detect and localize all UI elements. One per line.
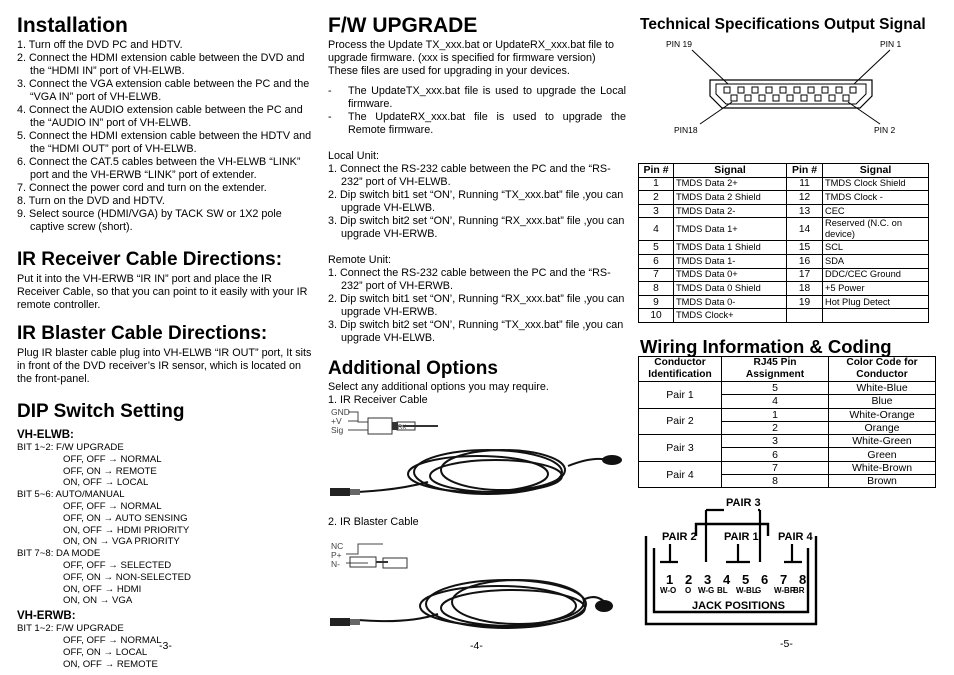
jack-color-code: G (755, 586, 762, 595)
spec-pin-cell: 14 (787, 218, 823, 241)
spec-row (639, 241, 929, 255)
bl-p-label: P+ (331, 550, 342, 560)
spec-pin-cell: 11 (787, 177, 823, 191)
pin2-label: PIN 2 (874, 125, 896, 135)
jack-pin-number: 3 (704, 572, 712, 587)
ir-blaster-title: IR Blaster Cable Directions: (17, 323, 268, 344)
jack-pin-number: 4 (723, 572, 731, 587)
spec-signal-cell: TMDS Data 0+ (674, 268, 787, 282)
spec-pin-cell: 4 (639, 218, 674, 241)
jack-pin-number: 7 (780, 572, 788, 587)
wire-pair-cell: Pair 2 (639, 408, 722, 435)
rx-gnd-label: GND (331, 407, 350, 417)
spec-row (639, 254, 929, 268)
pair3-label: PAIR 3 (726, 497, 761, 509)
wire-pin-cell: 4 (722, 395, 829, 408)
hdmi-connector-diagram (640, 36, 940, 140)
jack-color-code: O (685, 586, 692, 595)
installation-step: 9. Select source (HDMI/VGA) by TACK SW or 1X2 pole captive screw (short). (17, 208, 282, 233)
dip-setting-line: BIT 1~2: F/W UPGRADE (17, 623, 124, 635)
ir-receiver-cable-image (328, 404, 628, 509)
fw-upgrade-title: F/W UPGRADE (328, 14, 478, 37)
vh-elwb-settings (17, 442, 315, 607)
spec-row (639, 204, 929, 218)
spec-pin-cell: 12 (787, 191, 823, 205)
spec-title: Technical Specifications Output Signal (640, 16, 926, 33)
installation-step: 7. Connect the power cord and turn on the extender. (17, 182, 267, 194)
page-3-column (17, 0, 315, 670)
wire-color-cell: White-Blue (829, 382, 936, 395)
hdmi-pin-top (766, 87, 772, 93)
spec-row (639, 191, 929, 205)
spec-signal-cell: TMDS Data 1+ (674, 218, 787, 241)
spec-signal-cell (823, 309, 929, 323)
remote-unit-step: 1. Connect the RS-232 cable between the PC and the “RS-232” port of VH-ERWB. (328, 267, 611, 292)
wire-row (639, 382, 936, 395)
local-unit-title: Local Unit: (328, 150, 380, 162)
jack-color-code: BR (793, 586, 805, 595)
dip-setting-line: ON, OFF → LOCAL (63, 477, 149, 489)
local-unit-step: 2. Dip switch bit1 set “ON’, Running “TX_xxx.bat” file ,you can upgrade VH-ELWB. (328, 189, 624, 214)
page-number-5: -5- (780, 638, 793, 650)
spec-signal-cell: TMDS Data 2- (674, 204, 787, 218)
hdmi-pin-top (808, 87, 814, 93)
spec-signal-cell: Reserved (N.C. on device) (823, 218, 929, 241)
additional-options-text: Select any additional options you may require. (328, 381, 549, 393)
spec-signal-cell: TMDS Data 0 Shield (674, 282, 787, 296)
spec-pin-cell: 1 (639, 177, 674, 191)
bl-n-label: N- (331, 559, 340, 569)
spec-signal-cell: +5 Power (823, 282, 929, 296)
hdmi-pin-top (794, 87, 800, 93)
pin1-label: PIN 1 (880, 39, 902, 49)
spec-pin-cell: 8 (639, 282, 674, 296)
installation-step: 4. Connect the AUDIO extension cable between the PC and the “AUDIO IN” port of VH-ELWB. (17, 104, 303, 129)
spec-signal-cell: TMDS Data 1- (674, 254, 787, 268)
wire-row (639, 435, 936, 448)
dip-setting-line: ON, ON → VGA PRIORITY (63, 536, 180, 548)
wire-pin-cell: 3 (722, 435, 829, 448)
spec-header-pin: Pin # (639, 164, 674, 178)
wire-pair-cell: Pair 1 (639, 382, 722, 409)
spec-signal-cell: TMDS Clock Shield (823, 177, 929, 191)
jack-color-code: W-G (698, 586, 715, 595)
spec-pin-cell: 17 (787, 268, 823, 282)
wire-pin-cell: 5 (722, 382, 829, 395)
spec-pin-cell: 19 (787, 295, 823, 309)
spec-signal-cell: SCL (823, 241, 929, 255)
spec-row (639, 268, 929, 282)
jack-pin-number: 2 (685, 572, 693, 587)
ir-blaster-cable-image (328, 540, 628, 640)
spec-row (639, 218, 929, 241)
spec-table (638, 163, 929, 323)
local-unit-step: 3. Dip switch bit2 set “ON’, Running “RX_xxx.bat” file ,you can upgrade VH-ERWB. (328, 215, 625, 240)
wire-color-cell: White-Orange (829, 408, 936, 421)
fw-bullet-text: The UpdateRX_xxx.bat file is used to upgrade the Remote firmware. (348, 111, 626, 136)
wire-pin-cell: 6 (722, 448, 829, 461)
dip-setting-line: BIT 7~8: DA MODE (17, 548, 101, 560)
pair4-label: PAIR 4 (778, 531, 813, 543)
wire-header-conductor: Conductor Identification (639, 357, 722, 382)
page-number-4: -4- (470, 640, 483, 652)
hdmi-pin-top (752, 87, 758, 93)
wire-row (639, 461, 936, 474)
jack-color-code: BL (717, 586, 728, 595)
spec-signal-cell: TMDS Clock+ (674, 309, 787, 323)
spec-header-signal: Signal (674, 164, 787, 178)
installation-step: 6. Connect the CAT.5 cables between the VH-ELWB “LINK” port and the VH-ERWB “LINK” port of extender. (17, 156, 301, 181)
local-unit-steps (328, 163, 626, 241)
hdmi-pin-bottom (745, 95, 751, 101)
local-unit-step: 1. Connect the RS-232 cable between the PC and the “RS-232” port of VH-ELWB. (328, 163, 611, 188)
installation-step: 2. Connect the HDMI extension cable between the DVD and the “HDMI IN” port of VH-ELWB. (17, 52, 305, 77)
hdmi-pin-top (724, 87, 730, 93)
installation-step: 5. Connect the HDMI extension cable between the HDTV and the “HDMI OUT” port of VH-ELWB. (17, 130, 312, 155)
jack-pin-number: 1 (666, 572, 674, 587)
installation-step: 1. Turn off the DVD PC and HDTV. (17, 39, 183, 51)
fw-bullet (328, 85, 626, 111)
jack-pin-number: 6 (761, 572, 769, 587)
wire-row (639, 408, 936, 421)
spec-signal-cell: TMDS Data 2+ (674, 177, 787, 191)
jack-positions-caption: JACK POSITIONS (692, 600, 785, 612)
wire-color-cell: Blue (829, 395, 936, 408)
spec-signal-cell: CEC (823, 204, 929, 218)
wire-color-cell: White-Green (829, 435, 936, 448)
jack-color-code: W-BL (736, 586, 757, 595)
rx-v-label: +V (331, 416, 342, 426)
wire-pair-cell: Pair 4 (639, 461, 722, 488)
hdmi-pin-top (780, 87, 786, 93)
spec-row (639, 295, 929, 309)
jack-pin-number: 8 (799, 572, 807, 587)
pair2-label: PAIR 2 (662, 531, 697, 543)
spec-pin-cell: 3 (639, 204, 674, 218)
remote-unit-step: 2. Dip switch bit1 set “ON’, Running “RX_xxx.bat” file ,you can upgrade VH-ERWB. (328, 293, 625, 318)
spec-row (639, 309, 929, 323)
pin19-label: PIN 19 (666, 39, 692, 49)
svg-text:RK: RK (398, 425, 407, 431)
wire-header-rj45: RJ45 Pin Assignment (722, 357, 829, 382)
dip-setting-line: OFF, ON → LOCAL (63, 646, 148, 658)
fw-bullets (328, 85, 626, 137)
spec-signal-cell: TMDS Data 0- (674, 295, 787, 309)
spec-pin-cell: 2 (639, 191, 674, 205)
wire-pair-cell: Pair 3 (639, 435, 722, 462)
page-5-column (640, 0, 940, 34)
wire-pin-cell: 1 (722, 408, 829, 421)
dip-setting-line: OFF, ON → NON-SELECTED (63, 571, 191, 583)
spec-signal-cell: SDA (823, 254, 929, 268)
hdmi-pin-bottom (731, 95, 737, 101)
dip-switch-title: DIP Switch Setting (17, 401, 185, 422)
dip-setting-line: ON, ON → VGA (63, 595, 133, 607)
spec-pin-cell: 10 (639, 309, 674, 323)
dip-setting-line: OFF, ON → REMOTE (63, 465, 157, 477)
installation-title: Installation (17, 14, 128, 37)
bl-nc-label: NC (331, 541, 344, 551)
dip-setting-line: BIT 1~2: F/W UPGRADE (17, 442, 124, 453)
fw-bullet (328, 111, 626, 137)
jack-color-code: W-BR (774, 586, 796, 595)
hdmi-pin-top (822, 87, 828, 93)
ir-receiver-text: Put it into the VH-ERWB “IR IN” port and place the IR Receiver Cable, so that you can point to it easily with your IR remote controller. (17, 273, 308, 311)
page-4-column (328, 0, 626, 407)
installation-steps (17, 39, 315, 234)
installation-step: 8. Turn on the DVD and HDTV. (17, 195, 165, 207)
wiring-table (638, 356, 936, 488)
dip-setting-line: OFF, ON → AUTO SENSING (63, 512, 188, 524)
spec-signal-cell: TMDS Data 2 Shield (674, 191, 787, 205)
dip-setting-line: OFF, OFF → SELECTED (63, 559, 172, 571)
hdmi-pin-top (738, 87, 744, 93)
jack-color-code: W-O (660, 586, 677, 595)
spec-header-pin-2: Pin # (787, 164, 823, 178)
wire-pin-cell: 2 (722, 421, 829, 434)
jack-pin-number: 5 (742, 572, 750, 587)
fw-intro: Process the Update TX_xxx.bat or UpdateRX_xxx.bat file to upgrade firmware. (xxx is specified for firmware version) These files are used for upgrading in your devices. (328, 39, 615, 77)
fw-bullet-text: The UpdateTX_xxx.bat file is used to upgrade the Local firmware. (348, 85, 626, 110)
spec-pin-cell: 13 (787, 204, 823, 218)
wire-color-cell: Orange (829, 421, 936, 434)
wire-color-cell: Brown (829, 475, 936, 488)
hdmi-pin-bottom (829, 95, 835, 101)
wire-pin-cell: 8 (722, 475, 829, 488)
dip-setting-line: OFF, OFF → NORMAL (63, 500, 162, 512)
remote-unit-title: Remote Unit: (328, 254, 392, 266)
ir-blaster-text: Plug IR blaster cable plug into VH-ELWB “IR OUT” port, It sits in front of the DVD receiver’s IR sensor, which is located on the front-panel. (17, 347, 312, 385)
bullet-dash: - (328, 111, 332, 123)
rx-sig-label: Sig (331, 425, 344, 435)
remote-unit-steps (328, 267, 626, 345)
dip-setting-line: ON, OFF → HDMI (63, 583, 142, 595)
jack-positions-diagram (640, 494, 830, 642)
spec-pin-cell: 9 (639, 295, 674, 309)
remote-unit-step: 3. Dip switch bit2 set “ON’, Running “TX_xxx.bat” file ,you can upgrade VH-ELWB. (328, 319, 624, 344)
wiring-title: Wiring Information & Coding (640, 336, 892, 357)
dip-setting-line: ON, OFF → REMOTE (63, 658, 158, 670)
dip-setting-line: BIT 5~6: AUTO/MANUAL (17, 489, 125, 501)
hdmi-pin-bottom (815, 95, 821, 101)
spec-pin-cell: 16 (787, 254, 823, 268)
spec-signal-cell: DDC/CEC Ground (823, 268, 929, 282)
spec-row (639, 282, 929, 296)
spec-pin-cell: 18 (787, 282, 823, 296)
page-number-3: -3- (159, 640, 172, 652)
hdmi-pin-bottom (801, 95, 807, 101)
hdmi-pin-bottom (759, 95, 765, 101)
spec-pin-cell (787, 309, 823, 323)
spec-pin-cell: 7 (639, 268, 674, 282)
spec-signal-cell: Hot Plug Detect (823, 295, 929, 309)
spec-header-signal-2: Signal (823, 164, 929, 178)
wire-color-cell: White-Brown (829, 461, 936, 474)
spec-pin-cell: 15 (787, 241, 823, 255)
ir-receiver-title: IR Receiver Cable Directions: (17, 249, 283, 270)
additional-options-title: Additional Options (328, 358, 498, 379)
dip-setting-line: OFF, OFF → NORMAL (63, 634, 162, 646)
vh-erwb-title: VH-ERWB: (17, 610, 76, 623)
wire-pin-cell: 7 (722, 461, 829, 474)
hdmi-pin-bottom (843, 95, 849, 101)
spec-pin-cell: 6 (639, 254, 674, 268)
hdmi-pin-top (850, 87, 856, 93)
dip-setting-line: OFF, OFF → NORMAL (63, 453, 162, 465)
hdmi-pin-top (836, 87, 842, 93)
pair1-label: PAIR 1 (724, 531, 759, 543)
wire-header-color: Color Code for Conductor (829, 357, 936, 382)
spec-row (639, 177, 929, 191)
pin18-label: PIN18 (674, 125, 698, 135)
option-ir-receiver: 1. IR Receiver Cable (328, 394, 428, 406)
vh-elwb-title: VH-ELWB: (17, 429, 74, 441)
spec-signal-cell: TMDS Data 1 Shield (674, 241, 787, 255)
bullet-dash: - (328, 85, 332, 97)
hdmi-pin-bottom (773, 95, 779, 101)
wire-color-cell: Green (829, 448, 936, 461)
dip-setting-line: ON, OFF → HDMI PRIORITY (63, 524, 190, 536)
option-ir-blaster: 2. IR Blaster Cable (328, 516, 419, 528)
spec-pin-cell: 5 (639, 241, 674, 255)
hdmi-pin-bottom (787, 95, 793, 101)
spec-signal-cell: TMDS Clock - (823, 191, 929, 205)
installation-step: 3. Connect the VGA extension cable between the PC and the “VGA IN” port of VH-ELWB. (17, 78, 310, 103)
